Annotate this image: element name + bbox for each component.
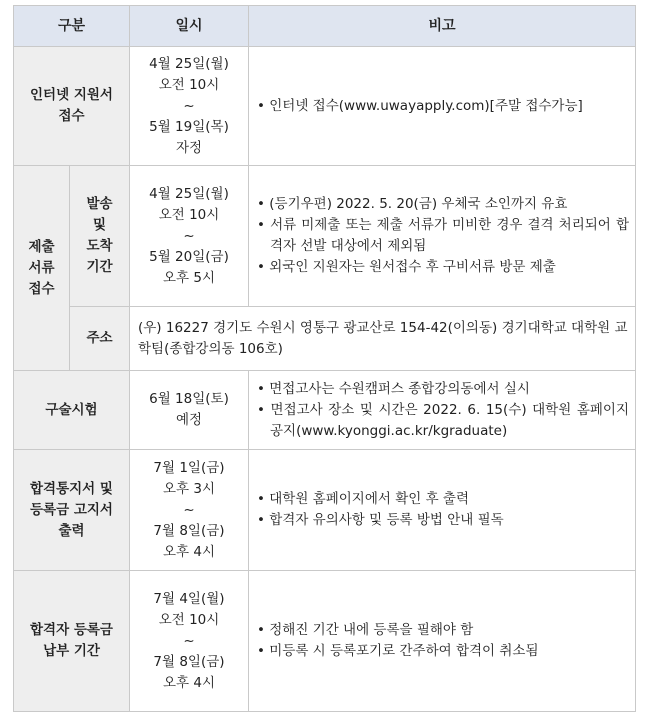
note-item: • 미등록 시 등록포기로 간주하여 합격이 취소됨 (257, 641, 629, 662)
header-notes: 비고 (249, 6, 636, 47)
row-date: 6월 18일(토) 예정 (130, 371, 249, 450)
row-category: 인터넷 지원서 접수 (14, 47, 130, 166)
row-category: 합격자 등록금 납부 기간 (14, 571, 130, 712)
submission-address: (우) 16227 경기도 수원시 영통구 광교산로 154-42(이의동) 경기대학교 대학원 교학팀(종합강의동 106호) (130, 307, 636, 371)
note-item: • (등기우편) 2022. 5. 20(금) 우체국 소인까지 유효 (257, 194, 629, 215)
table-row (14, 166, 636, 307)
row-category: 구술시험 (14, 371, 130, 450)
table-row (14, 571, 636, 712)
note-item: • 합격자 유의사항 및 등록 방법 안내 필독 (257, 510, 629, 531)
table-row (14, 47, 636, 166)
row-date: 4월 25일(월) 오전 10시 ~ 5월 19일(목) 자정 (130, 47, 249, 166)
row-category: 제출 서류 접수 (14, 166, 70, 371)
row-subcategory-address: 주소 (70, 307, 130, 371)
header-category: 구분 (14, 6, 130, 47)
note-item: • 서류 미제출 또는 제출 서류가 미비한 경우 결격 처리되어 합격자 선발 대상에서 제외됨 (257, 215, 629, 257)
admission-schedule-table (13, 5, 636, 712)
row-notes (249, 47, 636, 166)
note-item: • 대학원 홈페이지에서 확인 후 출력 (257, 489, 629, 510)
note-item: • 외국인 지원자는 원서접수 후 구비서류 방문 제출 (257, 257, 629, 278)
note-item: • 면접고사 장소 및 시간은 2022. 6. 15(수) 대학원 홈페이지 공지(www.kyonggi.ac.kr/kgraduate) (257, 400, 629, 442)
row-notes (249, 450, 636, 571)
header-row (14, 6, 636, 47)
note-item: • 정해진 기간 내에 등록을 필해야 함 (257, 620, 629, 641)
row-date: 7월 1일(금) 오후 3시 ~ 7월 8일(금) 오후 4시 (130, 450, 249, 571)
row-date: 4월 25일(월) 오전 10시 ~ 5월 20일(금) 오후 5시 (130, 166, 249, 307)
row-subcategory-delivery: 발송 및 도착 기간 (70, 166, 130, 307)
header-schedule: 일시 (130, 6, 249, 47)
table-row (14, 307, 636, 371)
row-date: 7월 4일(월) 오전 10시 ~ 7월 8일(금) 오후 4시 (130, 571, 249, 712)
table-row (14, 371, 636, 450)
note-item: • 인터넷 접수(www.uwayapply.com)[주말 접수가능] (257, 96, 629, 117)
note-item: • 면접고사는 수원캠퍼스 종합강의동에서 실시 (257, 379, 629, 400)
row-notes (249, 571, 636, 712)
row-notes (249, 166, 636, 307)
row-category: 합격통지서 및 등록금 고지서 출력 (14, 450, 130, 571)
table-row (14, 450, 636, 571)
row-notes (249, 371, 636, 450)
